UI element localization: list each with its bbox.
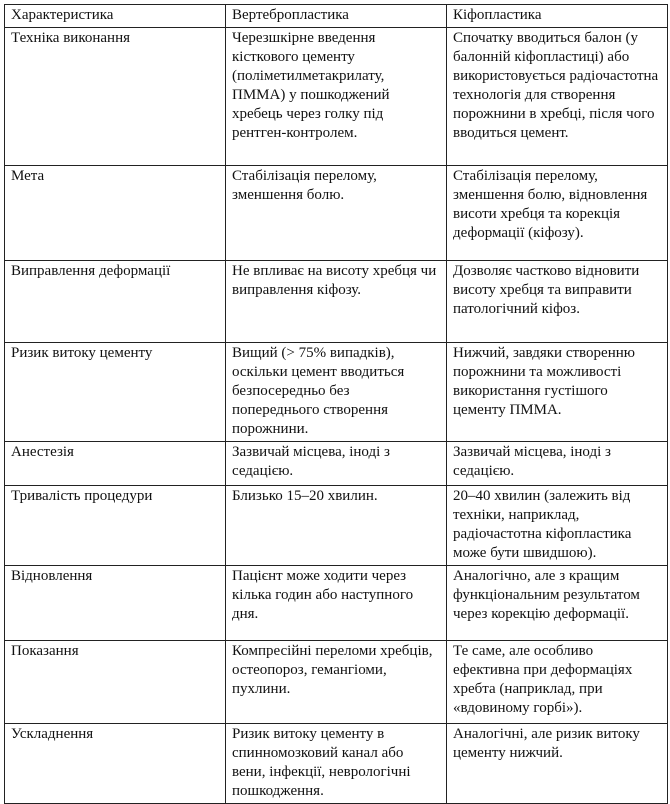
row-label: Відновлення (5, 566, 226, 641)
vertebroplasty-cell: Стабілізація перелому, зменшення болю. (226, 166, 447, 261)
kyphoplasty-cell: Те саме, але особливо ефективна при деформаціях хребта (наприклад, при «вдовиному горбі»). (447, 641, 668, 724)
vertebroplasty-cell: Ризик витоку цементу в спинномозковий канал або вени, інфекції, неврологічні пошкодження. (226, 724, 447, 804)
row-label: Показання (5, 641, 226, 724)
row-label: Анестезія (5, 442, 226, 486)
table-header-row (5, 5, 668, 28)
vertebroplasty-cell: Вищий (> 75% випадків), оскільки цемент вводиться безпосередньо без попереднього створення порожнини. (226, 343, 447, 442)
row-label: Техніка виконання (5, 28, 226, 166)
comparison-table (4, 4, 668, 804)
table-row (5, 641, 668, 724)
table-row (5, 724, 668, 804)
header-kyphoplasty: Кіфопластика (447, 5, 668, 28)
vertebroplasty-cell: Близько 15–20 хвилин. (226, 486, 447, 566)
vertebroplasty-cell: Не впливає на висоту хребця чи виправлення кіфозу. (226, 261, 447, 343)
kyphoplasty-cell: Аналогічно, але з кращим функціональним результатом через корекцію деформації. (447, 566, 668, 641)
kyphoplasty-cell: Зазвичай місцева, іноді з седацією. (447, 442, 668, 486)
vertebroplasty-cell: Зазвичай місцева, іноді з седацією. (226, 442, 447, 486)
kyphoplasty-cell: Аналогічні, але ризик витоку цементу нижчий. (447, 724, 668, 804)
row-label: Ускладнення (5, 724, 226, 804)
kyphoplasty-cell: Нижчий, завдяки створенню порожнини та можливості використання густішого цементу ПММА. (447, 343, 668, 442)
kyphoplasty-cell: Дозволяє частково відновити висоту хребця та виправити патологічний кіфоз. (447, 261, 668, 343)
vertebroplasty-cell: Компресійні переломи хребців, остеопороз, гемангіоми, пухлини. (226, 641, 447, 724)
table-row (5, 261, 668, 343)
row-label: Мета (5, 166, 226, 261)
header-vertebroplasty: Вертебропластика (226, 5, 447, 28)
kyphoplasty-cell: Спочатку вводиться балон (у балонній кіфопластиці) або використовується радіочастотна технологія для створення порожнини в хребці, після чого вводиться цемент. (447, 28, 668, 166)
table-row (5, 566, 668, 641)
table-row (5, 28, 668, 166)
table-row (5, 442, 668, 486)
row-label: Тривалість процедури (5, 486, 226, 566)
row-label: Ризик витоку цементу (5, 343, 226, 442)
row-label: Виправлення деформації (5, 261, 226, 343)
vertebroplasty-cell: Черезшкірне введення кісткового цементу (поліметилметакрилату, ПММА) у пошкоджений хребець через голку під рентген-контролем. (226, 28, 447, 166)
table-row (5, 486, 668, 566)
kyphoplasty-cell: Стабілізація перелому, зменшення болю, відновлення висоти хребця та корекція деформації (кіфозу). (447, 166, 668, 261)
kyphoplasty-cell: 20–40 хвилин (залежить від техніки, наприклад, радіочастотна кіфопластика може бути швидшою). (447, 486, 668, 566)
header-characteristic: Характеристика (5, 5, 226, 28)
vertebroplasty-cell: Пацієнт може ходити через кілька годин або наступного дня. (226, 566, 447, 641)
table-row (5, 166, 668, 261)
table-row (5, 343, 668, 442)
